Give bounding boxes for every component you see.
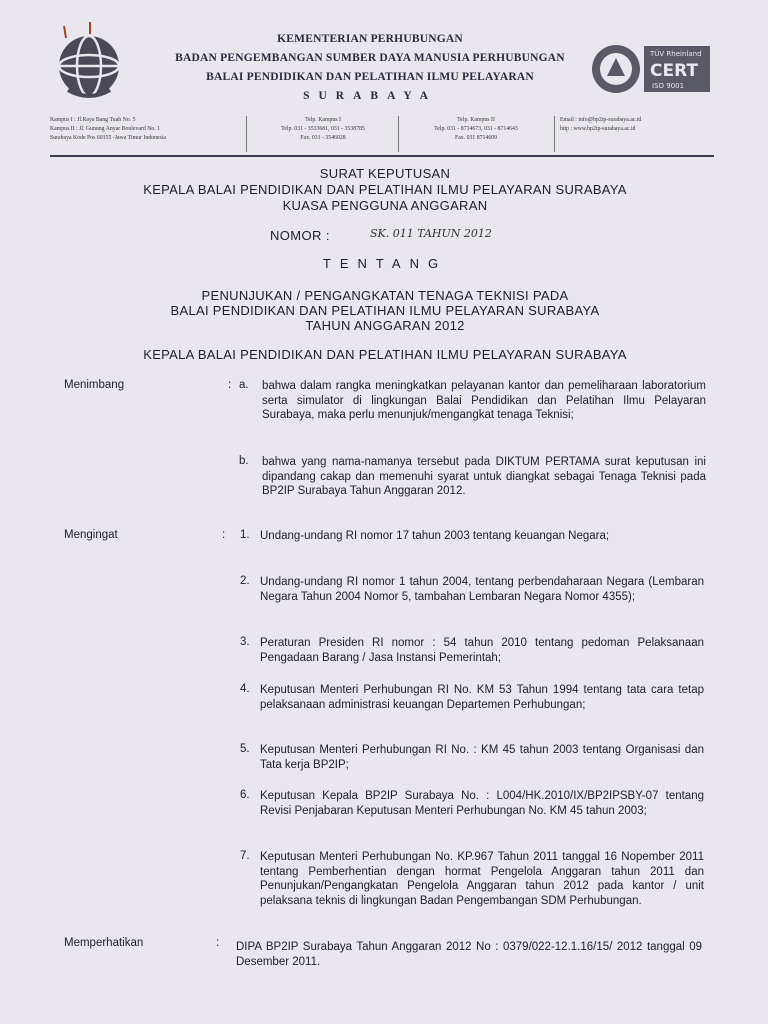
- address-line: Kampus II : Jl. Gunung Anyar Boulevard No. 1: [50, 126, 161, 132]
- menimbang-item: bahwa dalam rangka meningkatkan pelayanan kantor dan pemeliharaan laboratorium serta simulator di lingkungan Balai Pendidikan dan Pelatihan Ilmu Pelayaran Surabaya, maka perlu menunjuk/mengangkat tenaga Teknisi;: [262, 380, 706, 421]
- item-marker: 4.: [240, 683, 250, 695]
- city-name: SURABAYA: [303, 90, 437, 102]
- cert-top-text: TÜV Rheinland: [650, 50, 702, 58]
- website-line: http : www.bp2ip-surabaya.ac.id: [560, 126, 636, 132]
- item-marker: 1.: [240, 529, 250, 541]
- address-line: Surabaya Kode Pos 60155 -Jawa Timur Indonesia: [50, 135, 166, 141]
- menimbang-item: bahwa yang nama-namanya tersebut pada DIKTUM PERTAMA surat keputusan ini dipandang cakap dan memenuhi syarat untuk diangkat sebagai Tenaga Teknisi pada BP2IP Surabaya Tahun Anggaran 2012.: [262, 456, 706, 497]
- item-marker: 6.: [240, 789, 250, 801]
- mengingat-label: Mengingat: [64, 529, 118, 541]
- memperhatikan-text: DIPA BP2IP Surabaya Tahun Anggaran 2012 No : 0379/022-12.1.16/15/ 2012 tanggal 09 Desember 2011.: [236, 941, 702, 968]
- phone-line: Telp. 031 - 3533681, 031 - 3538785: [281, 126, 365, 132]
- ministry-name: KEMENTERIAN PERHUBUNGAN: [277, 33, 463, 45]
- cert-iso-text: ISO 9001: [652, 82, 685, 90]
- item-marker: 7.: [240, 850, 250, 862]
- tentang-heading: TENTANG: [322, 256, 448, 271]
- divider: [554, 116, 555, 152]
- email-line: Email : info@bp2ip-surabaya.ac.id: [560, 117, 642, 123]
- subject-line: PENUNJUKAN / PENGANGKATAN TENAGA TEKNISI PADA: [201, 288, 569, 303]
- phone-block-1: [250, 116, 396, 143]
- phone-line: Fax. 031 8714609: [454, 135, 498, 141]
- phone-line: Telp. 031 - 8714673, 031 - 8714643: [434, 126, 518, 132]
- divider: [398, 116, 399, 152]
- colon: :: [216, 937, 220, 949]
- item-marker: 3.: [240, 636, 250, 648]
- mengingat-item: Keputusan Menteri Perhubungan No. KP.967 Tahun 2011 tanggal 16 Nopember 2011 tentang Pemberhentian dengan hormat Pengelola Anggaran tahun 2011 dan Penunjukan/Pengangkatan Pengelola Anggaran tahun 2012 pada kantor / unit pelaksana teknis di lingkungan Badan Pengembangan SDM Perhubungan.: [260, 851, 704, 907]
- cert-main-text: CERT: [650, 61, 699, 81]
- phone-line: Telp. Kampus II: [457, 117, 495, 123]
- divider: [246, 116, 247, 152]
- agency-name: BADAN PENGEMBANGAN SUMBER DAYA MANUSIA PERHUBUNGAN: [175, 52, 565, 64]
- colon: :: [228, 379, 232, 391]
- issuer-role: KUASA PENGGUNA ANGGARAN: [282, 198, 488, 213]
- item-marker: a.: [239, 379, 249, 391]
- phone-line: Telp. Kampus I: [305, 117, 341, 123]
- item-marker: 5.: [240, 743, 250, 755]
- subject-line: TAHUN ANGGARAN 2012: [305, 318, 465, 333]
- mengingat-item: Keputusan Kepala BP2IP Surabaya No. : L004/HK.2010/IX/BP2IPSBY-07 tentang Revisi Penjabaran Keputusan Menteri Perhubungan No. KM 45 tahun 2003;: [260, 790, 704, 817]
- mengingat-item: Peraturan Presiden RI nomor : 54 tahun 2010 tentang pedoman Pelaksanaan Pengadaan Barang / Jasa Instansi Pemerintah;: [260, 637, 704, 664]
- colon: :: [222, 529, 226, 541]
- letterhead-text: [150, 30, 590, 106]
- subject-line: BALAI PENDIDIKAN DAN PELATIHAN ILMU PELAYARAN SURABAYA: [170, 303, 600, 318]
- contact-row: [50, 116, 714, 156]
- item-marker: 2.: [240, 575, 250, 587]
- nomor-label: NOMOR :: [270, 228, 330, 243]
- mengingat-item: Keputusan Menteri Perhubungan RI No. KM 53 Tahun 1994 tentang tata cara tetap pelaksanaan administrasi keuangan Departemen Perhubungan;: [260, 684, 704, 711]
- institution-name: BALAI PENDIDIKAN DAN PELATIHAN ILMU PELAYARAN: [206, 71, 534, 83]
- menimbang-label: Menimbang: [64, 379, 125, 391]
- doc-type: SURAT KEPUTUSAN: [319, 166, 451, 181]
- address-block: [50, 116, 246, 143]
- mengingat-item: Undang-undang RI nomor 17 tahun 2003 tentang keuangan Negara;: [260, 530, 610, 542]
- mengingat-item: Undang-undang RI nomor 1 tahun 2004, tentang perbendaharaan Negara (Lembaran Negara Tahun 2004 Nomor 5, tambahan Lembaran Negara Nomor 4355);: [260, 576, 704, 603]
- issuer-title: KEPALA BALAI PENDIDIKAN DAN PELATIHAN ILMU PELAYARAN SURABAYA: [143, 182, 627, 197]
- ministry-emblem-icon: [50, 22, 128, 100]
- item-marker: b.: [239, 455, 249, 467]
- nomor-value: SK. 011 TAHUN 2012: [370, 227, 492, 240]
- phone-line: Fax. 031 - 3546028: [300, 135, 346, 141]
- cert-badge-icon: [590, 40, 714, 98]
- mengingat-item: Keputusan Menteri Perhubungan RI No. : KM 45 tahun 2003 tentang Organisasi dan Tata kerja BP2IP;: [260, 744, 704, 771]
- issuer-heading: KEPALA BALAI PENDIDIKAN DAN PELATIHAN ILMU PELAYARAN SURABAYA: [143, 347, 627, 362]
- memperhatikan-label: Memperhatikan: [64, 937, 144, 949]
- phone-block-2: [402, 116, 550, 143]
- web-block: [560, 116, 714, 134]
- header-rule: [50, 155, 714, 157]
- address-line: Kampus I : Jl.Raya Bang Tuah No. 5: [50, 117, 136, 123]
